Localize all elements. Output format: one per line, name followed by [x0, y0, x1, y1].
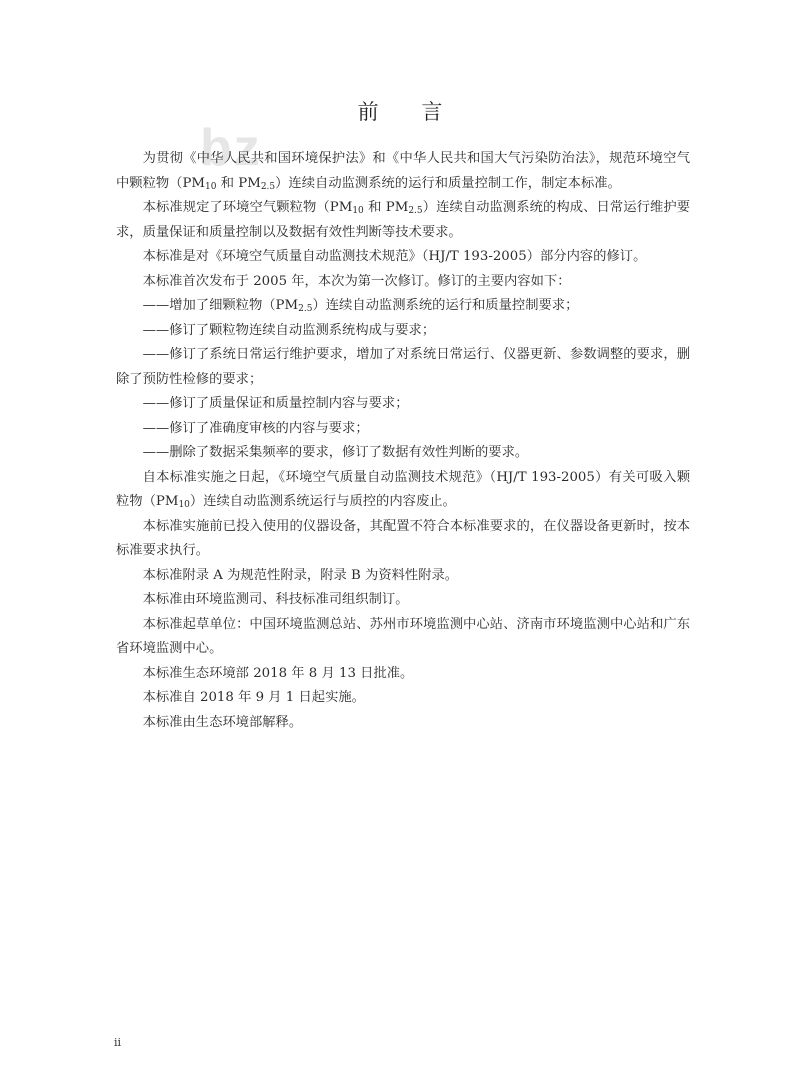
paragraph	[116, 392, 690, 417]
text-run: ）连续自动监测系统的运行和质量控制工作，制定本标准。	[275, 175, 621, 191]
subscript: 10	[352, 206, 364, 216]
paragraph	[116, 466, 690, 515]
text-run: ）连续自动监测系统的运行和质量控制要求；	[312, 298, 579, 313]
subscript: 2.5	[298, 304, 313, 314]
paragraph	[116, 270, 690, 295]
text-run: 本标准生态环境部 2018 年 8 月 13 日批准。	[142, 665, 414, 681]
paragraph	[116, 417, 690, 442]
text-run: 本标准规定了环境空气颗粒物（PM	[142, 200, 353, 215]
subscript: 10	[178, 500, 190, 510]
watermark: bz	[200, 119, 262, 177]
text-run: ——增加了细颗粒物（PM	[142, 298, 299, 313]
text-run: ——修订了质量保证和质量控制内容与要求；	[142, 396, 409, 411]
paragraph	[116, 147, 690, 196]
text-run: 本标准附录 A 为规范性附录，附录 B 为资料性附录。	[142, 567, 459, 583]
text-run: 自本标准实施之日起，《环境空气质量自动监测技术规范》（HJ/T 193-2005）有关可吸入颗粒物（PM	[116, 469, 690, 509]
paragraph	[116, 662, 690, 687]
text-run: 本标准是对《环境空气质量自动监测技术规范》（HJ/T 193-2005）部分内容的修订。	[142, 249, 647, 264]
text-run: 本标准自 2018 年 9 月 1 日起实施。	[142, 690, 365, 705]
paragraph	[116, 686, 690, 711]
paragraph	[116, 515, 690, 564]
text-run: 本标准实施前已投入使用的仪器设备，其配置不符合本标准要求的，在仪器设备更新时，按本标准要求执行。	[116, 518, 690, 558]
text-run: 和 PM	[363, 200, 409, 215]
paragraph	[116, 294, 690, 319]
text-run: 和 PM	[216, 175, 261, 191]
text-run: ）连续自动监测系统运行与质控的内容废止。	[189, 494, 456, 509]
text-run: 本标准由环境监测司、科技标准司组织制订。	[142, 592, 409, 607]
paragraph	[116, 564, 690, 589]
text-run: ——修订了准确度审核的内容与要求；	[142, 420, 369, 436]
subscript: 2.5	[260, 181, 276, 192]
text-run: ——修订了颗粒物连续自动监测系统构成与要求；	[142, 322, 436, 338]
page-number: ii	[114, 1036, 122, 1049]
paragraph	[116, 319, 690, 344]
page-title: 前 言	[357, 100, 461, 124]
paragraph	[116, 441, 690, 466]
text-run: ——删除了数据采集频率的要求，修订了数据有效性判断的要求。	[142, 445, 529, 460]
subscript: 2.5	[408, 206, 423, 216]
paragraph	[116, 711, 690, 736]
paragraph	[116, 343, 690, 392]
text-run: 本标准起草单位：中国环境监测总站、苏州市环境监测中心站、济南市环境监测中心站和广东省环境监测中心。	[116, 616, 690, 656]
subscript: 10	[205, 181, 217, 192]
paragraph	[116, 588, 690, 613]
paragraph	[116, 196, 690, 245]
text-run: ）连续自动监测系统的构成、日常运行维护要求，质量保证和质量控制以及数据有效性判断等技术要求。	[116, 200, 691, 240]
text-run: ——修订了系统日常运行维护要求，增加了对系统日常运行、仪器更新、参数调整的要求，删除了预防性检修的要求；	[116, 347, 690, 387]
text-run: 本标准由生态环境部解释。	[142, 714, 303, 730]
paragraph	[116, 613, 690, 662]
body-text	[116, 147, 690, 735]
text-run: 为贯彻《中华人民共和国环境保护法》和《中华人民共和国大气污染防治法》，规范环境空气中颗粒物（PM	[116, 151, 690, 191]
paragraph	[116, 245, 690, 270]
text-run: 本标准首次发布于 2005 年，本次为第一次修订。修订的主要内容如下：	[142, 273, 571, 289]
